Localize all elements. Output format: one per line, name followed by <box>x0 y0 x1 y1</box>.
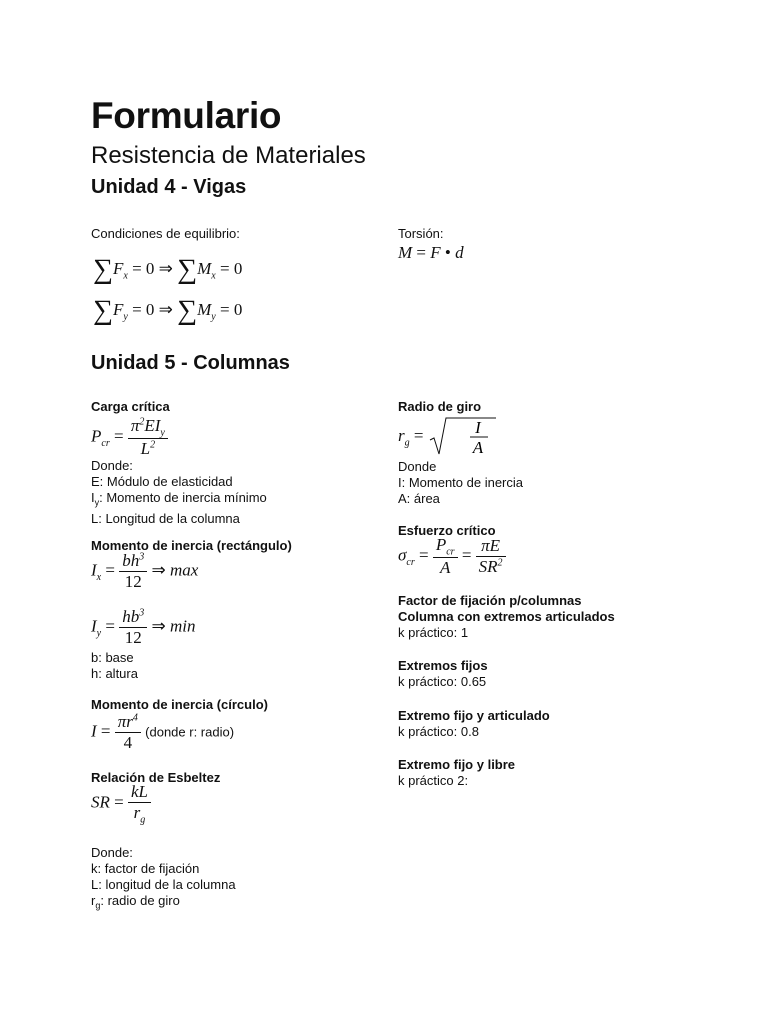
fixed-pinned-k: k práctico: 0.8 <box>398 724 479 739</box>
inertia-rect-title: Momento de inercia (rectángulo) <box>91 538 292 553</box>
inertia-rect-legend: b: base h: altura <box>91 650 138 681</box>
slenderness-formula: SR = $\frac{kL}{r_g}$ <box>91 782 151 825</box>
svg-text:A: A <box>472 438 483 457</box>
torsion-eq: M = F • d <box>398 243 464 262</box>
fixed-free-title: Extremo fijo y libre <box>398 757 516 772</box>
critical-stress-title: Esfuerzo crítico <box>398 523 496 538</box>
inertia-rect-formula-x: $I_x$ = $\frac{bh^3}{12}$ ⇒ max <box>91 551 199 591</box>
fixation-pinned-title: Columna con extremos articulados <box>398 609 615 624</box>
slenderness-title: Relación de Esbeltez <box>91 770 221 785</box>
equilibrium-eq2: $\sum F_y = 0$ ⇒ $\sum M_y = 0$ <box>93 295 243 326</box>
critical-stress-formula: $\sigma_{cr}$ = $\frac{P_{cr}}{A}$ = $\frac{\pi E}{SR^2}$ <box>398 535 506 578</box>
fixed-pinned-title: Extremo fijo y articulado <box>398 708 550 723</box>
fixation-pinned-k: k práctico: 1 <box>398 625 469 640</box>
sqrt-symbol-icon <box>428 416 498 458</box>
fixed-free-k: k práctico 2: <box>398 773 469 788</box>
gyration-formula: $r_g$ = I A <box>398 416 498 458</box>
equilibrium-label: Condiciones de equilibrio: <box>91 226 240 241</box>
gyration-where: Donde I: Momento de inercia A: área <box>398 459 524 506</box>
inertia-circle-formula: I = $\frac{\pi r^4}{4}$ (donde r: radio) <box>91 712 235 752</box>
inertia-rect-formula-y: $I_y$ = $\frac{hb^3}{12}$ ⇒ min <box>91 607 196 647</box>
unit5-heading: Unidad 5 - Columnas <box>91 352 290 374</box>
fixed-ends-k: k práctico: 0.65 <box>398 674 487 689</box>
page-title: Formulario <box>91 95 282 136</box>
torsion-label: Torsión: <box>398 226 444 241</box>
critical-load-formula: $P_{cr}$ = $\frac{\pi^2EI_y}{L^2}$ <box>91 416 168 459</box>
fixation-title: Factor de fijación p/columnas <box>398 593 582 608</box>
slenderness-where: Donde: k: factor de fijación L: longitud de la columna $r_g$: radio de giro <box>91 845 236 911</box>
fixed-ends-title: Extremos fijos <box>398 658 488 673</box>
critical-load-where: Donde: E: Módulo de elasticidad $I_y$: Momento de inercia mínimo L: Longitud de la columna <box>91 458 267 526</box>
gyration-title: Radio de giro <box>398 399 482 414</box>
critical-load-title: Carga crítica <box>91 399 170 414</box>
inertia-circle-title: Momento de inercia (círculo) <box>91 697 268 712</box>
equilibrium-eq1: $\sum F_x = 0$ ⇒ $\sum M_x = 0$ <box>93 254 243 285</box>
svg-text:I: I <box>474 418 481 437</box>
unit4-heading: Unidad 4 - Vigas <box>91 176 247 198</box>
page-subtitle: Resistencia de Materiales <box>91 142 366 169</box>
